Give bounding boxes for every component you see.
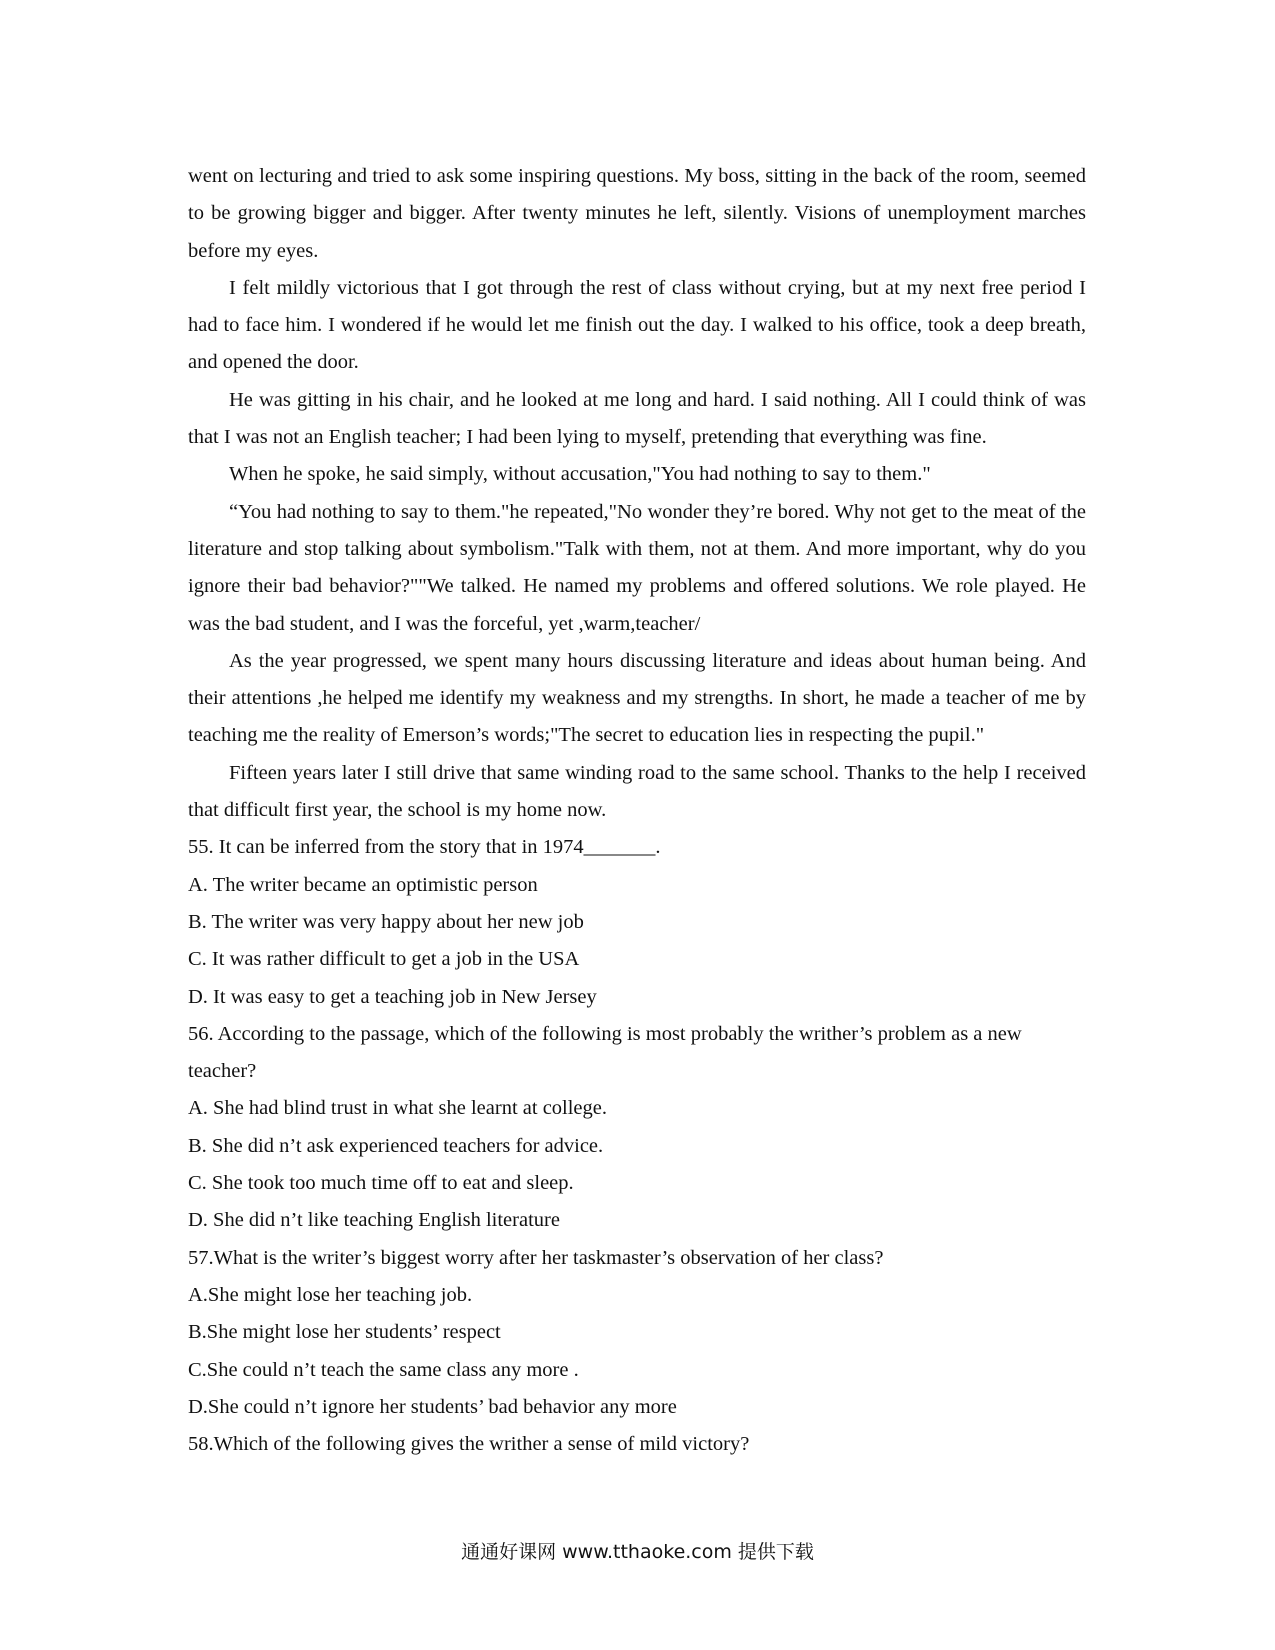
question-58 [188, 1426, 1086, 1463]
passage-paragraph: “You had nothing to say to them."he repeated,"No wonder they’re bored. Why not get to the meat of the literature and stop talking about symbolism."Talk with them, not at them. And more important, why do you ignore their bad behavior?""We talked. He named my problems and offered solutions. We role played. He was the bad student, and I was the forceful, yet ,warm,teacher/ [188, 500, 1086, 635]
option-a: A. She had blind trust in what she learnt at college. [188, 1097, 608, 1120]
passage-paragraph: As the year progressed, we spent many hours discussing literature and ideas about human being. And their attentions ,he helped me identify my weakness and my strengths. In short, he made a teacher of me by teaching me the reality of Emerson’s words;"The secret to education lies in respecting the pupil." [188, 649, 1086, 747]
option-d: D. It was easy to get a teaching job in New Jersey [188, 985, 597, 1008]
passage-paragraph: went on lecturing and tried to ask some inspiring questions. My boss, sitting in the back of the room, seemed to be growing bigger and bigger. After twenty minutes he left, silently. Visions of unemployment marches before my eyes. [188, 165, 1086, 262]
page-content [188, 158, 1086, 1463]
option-b: B.She might lose her students’ respect [188, 1321, 501, 1344]
option-c: C.She could n’t teach the same class any more . [188, 1358, 579, 1381]
question-55 [188, 829, 1086, 1015]
passage-paragraph: He was gitting in his chair, and he looked at me long and hard. I said nothing. All I could think of was that I was not an English teacher; I had been lying to myself, pretending that everything was fine. [188, 388, 1086, 449]
question-stem: 56. According to the passage, which of the following is most probably the writher’s problem as a new teacher? [188, 1022, 1022, 1083]
option-c: C. She took too much time off to eat and sleep. [188, 1172, 574, 1195]
option-a: A.She might lose her teaching job. [188, 1283, 473, 1306]
question-57 [188, 1240, 1086, 1426]
option-d: D. She did n’t like teaching English literature [188, 1209, 560, 1232]
question-stem: 57.What is the writer’s biggest worry after her taskmaster’s observation of her class? [188, 1246, 884, 1269]
question-stem: 55. It can be inferred from the story that in 1974_______. [188, 836, 661, 859]
question-stem: 58.Which of the following gives the writher a sense of mild victory? [188, 1433, 750, 1456]
option-d: D.She could n’t ignore her students’ bad behavior any more [188, 1395, 677, 1418]
page-footer: 通通好课网 www.tthaoke.com 提供下载 [461, 1541, 814, 1563]
question-56 [188, 1016, 1086, 1240]
option-b: B. The writer was very happy about her new job [188, 910, 584, 933]
passage-paragraph: When he spoke, he said simply, without accusation,"You had nothing to say to them." [229, 463, 931, 486]
option-c: C. It was rather difficult to get a job in the USA [188, 948, 580, 971]
passage-paragraph: Fifteen years later I still drive that same winding road to the same school. Thanks to the help I received that difficult first year, the school is my home now. [188, 761, 1086, 822]
passage-paragraph: I felt mildly victorious that I got through the rest of class without crying, but at my next free period I had to face him. I wondered if he would let me finish out the day. I walked to his office, took a deep breath, and opened the door. [188, 276, 1086, 374]
option-b: B. She did n’t ask experienced teachers for advice. [188, 1134, 604, 1157]
option-a: A. The writer became an optimistic person [188, 873, 538, 896]
